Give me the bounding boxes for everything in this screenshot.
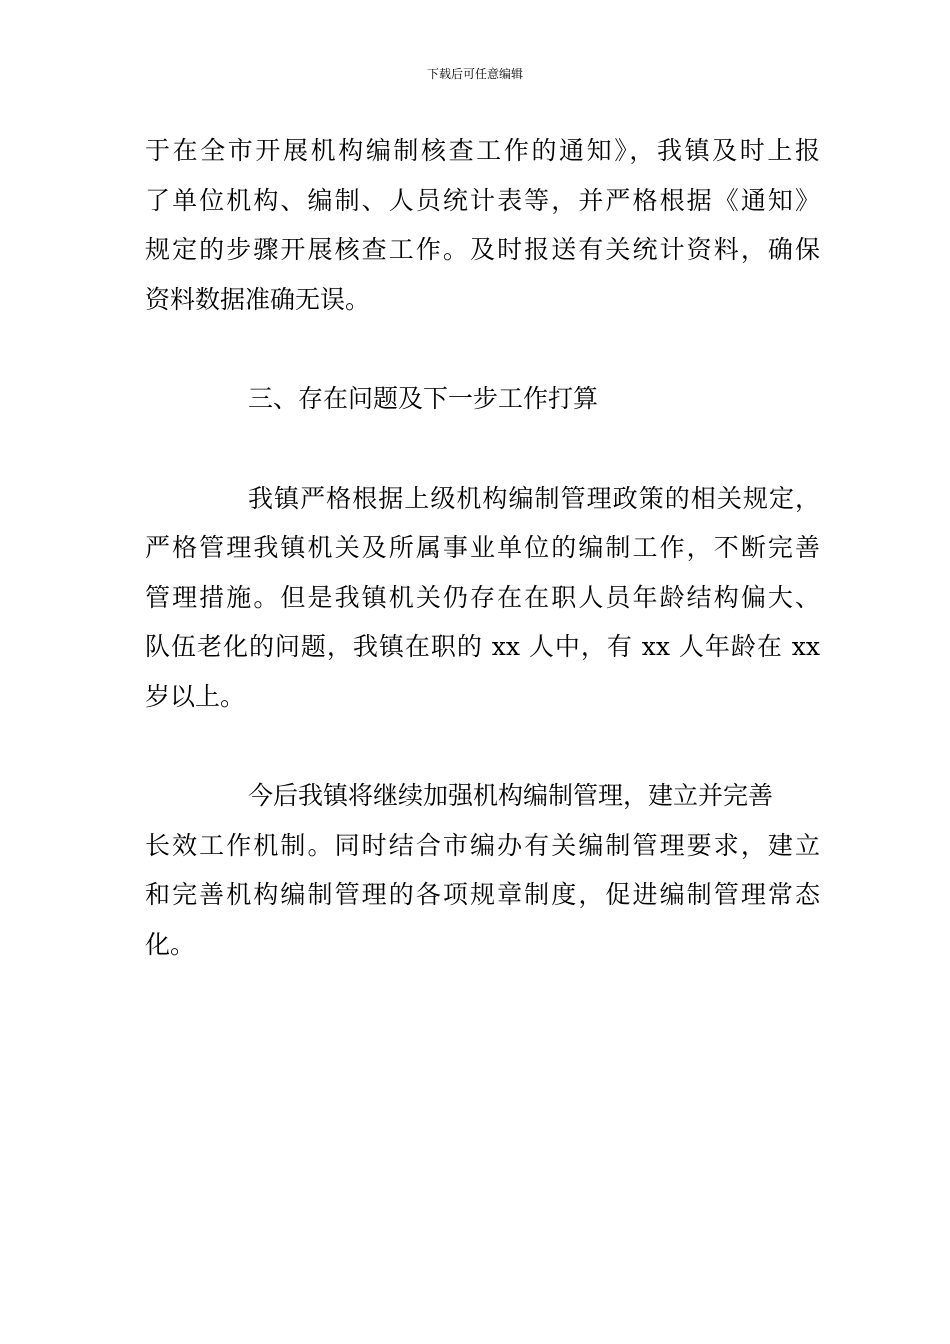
paragraph-line: 和完善机构编制管理的各项规章制度，促进编制管理常态 bbox=[145, 880, 820, 909]
paragraph-line: 管理措施。但是我镇机关仍存在在职人员年龄结构偏大、 bbox=[145, 582, 820, 612]
paragraph-line: 岁以上。 bbox=[145, 681, 246, 711]
paragraph-line: 队伍老化的问题，我镇在职的 xx 人中，有 xx 人年龄在 xx bbox=[145, 632, 820, 661]
paragraph-gap bbox=[145, 424, 820, 474]
paragraph-plans bbox=[145, 771, 820, 969]
section-heading bbox=[145, 374, 820, 424]
paragraph-line: 化。 bbox=[145, 929, 196, 959]
document-body bbox=[145, 126, 820, 969]
paragraph-line: 严格管理我镇机关及所属事业单位的编制工作，不断完善 bbox=[145, 533, 820, 562]
paragraph-line: 了单位机构、编制、人员统计表等，并严格根据《通知》 bbox=[145, 185, 820, 215]
paragraph-gap bbox=[145, 721, 820, 771]
paragraph-line: 资料数据准确无误。 bbox=[145, 284, 371, 314]
paragraph-line: 规定的步骤开展核查工作。及时报送有关统计资料，确保 bbox=[145, 235, 820, 264]
section-heading-text: 三、存在问题及下一步工作打算 bbox=[248, 384, 599, 413]
paragraph-continuation bbox=[145, 126, 820, 324]
paragraph-line: 我镇严格根据上级机构编制管理政策的相关规定， bbox=[248, 483, 820, 513]
paragraph-line: 长效工作机制。同时结合市编办有关编制管理要求，建立 bbox=[145, 830, 820, 860]
paragraph-gap bbox=[145, 324, 820, 374]
paragraph-line: 今后我镇将继续加强机构编制管理，建立并完善 bbox=[248, 781, 774, 810]
page-header: 下载后可任意编辑 bbox=[426, 67, 523, 81]
paragraph-line: 于在全市开展机构编制核查工作的通知》，我镇及时上报 bbox=[145, 136, 820, 165]
paragraph-problems bbox=[145, 474, 820, 722]
